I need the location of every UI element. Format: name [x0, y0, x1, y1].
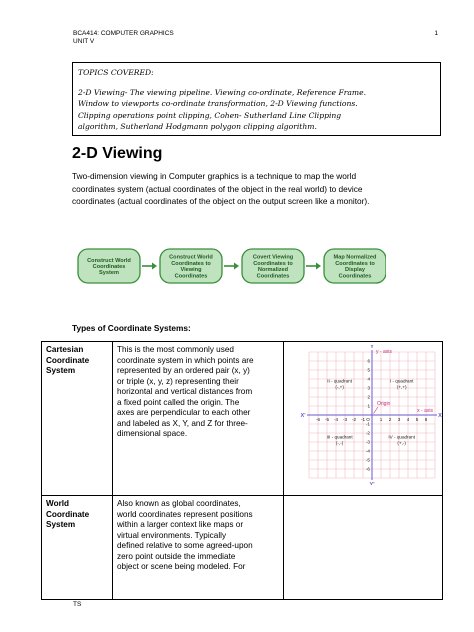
system-name-line: Coordinate [46, 355, 90, 365]
y-tick-label: -4 [365, 448, 370, 454]
quadrant-sign: (+,+) [396, 384, 407, 390]
footer-initials: TS [73, 601, 82, 608]
topics-title: TOPICS COVERED: [78, 68, 154, 77]
y-axis-label: y - axis [376, 349, 392, 355]
system-name-cell [42, 342, 113, 496]
description-line: a fixed point called the origin. The [117, 397, 240, 407]
quadrant-label: II - quadrant [327, 378, 352, 384]
section-heading: 2-D Viewing [72, 145, 163, 162]
description-line: world coordinates represent positions [117, 509, 253, 519]
description-line: within a larger context like maps or [117, 520, 244, 529]
description-line: virtual environments. Typically [117, 530, 227, 540]
quadrant-label: III - quadrant [326, 434, 353, 440]
intro-line: coordinates (actual coordinates of the object on the output screen like a monitor). [72, 196, 370, 207]
table-row [42, 496, 443, 600]
intro-paragraph [72, 170, 422, 208]
description-line: Also known as global coordinates, [117, 499, 241, 508]
course-title: BCA414: COMPUTER GRAPHICS [73, 30, 174, 37]
y-tick-label: -1 [365, 421, 370, 427]
quadrant-sign: (+,-) [397, 440, 406, 446]
cartesian-plane-figure [288, 345, 448, 485]
pipeline-step-label: Coordinates to [171, 260, 211, 267]
x-positive-end-label: X [438, 413, 442, 419]
pipeline-step-label: Covert Viewing [252, 254, 294, 261]
intro-line: Two-dimension viewing in Computer graphics is a technique to map the world [72, 171, 357, 181]
table-row [42, 342, 443, 496]
topics-line: algorithm, Sutherland Hodgmann polygon clipping algorithm. [78, 121, 317, 131]
system-description-cell [113, 342, 284, 496]
pipeline-step-label: Viewing [180, 267, 202, 274]
x-negative-end-label: X' [300, 413, 306, 419]
types-heading: Types of Coordinate Systems: [72, 323, 191, 333]
topics-box [72, 62, 441, 136]
x-tick-label: 6 [424, 417, 428, 422]
description-line: defined relative to some agreed-upon [117, 541, 253, 550]
system-name-line: World [46, 499, 70, 508]
system-name-cell [42, 496, 113, 600]
description-line: coordinate system in which points are [117, 355, 254, 365]
pipeline-arrow-head [152, 263, 157, 270]
description-line: axes are perpendicular to each other [117, 408, 251, 417]
illustration-cell [284, 342, 443, 496]
system-name-line: Coordinate [46, 509, 90, 519]
coordinate-systems-table [41, 341, 443, 600]
pipeline-step-label: Normalized [257, 267, 289, 274]
system-description-cell [113, 496, 284, 600]
x-tick-label: 3 [397, 417, 401, 422]
origin-pointer [374, 407, 379, 414]
topics-line: 2-D Viewing- The viewing pipeline. Viewing co-ordinate, Reference Frame. [78, 88, 366, 98]
description-line: object or scene being modeled. For [117, 562, 246, 571]
pipeline-step-label: Map Normalized [333, 254, 377, 261]
pipeline-step-label: Display [345, 267, 365, 274]
description-line: dimensional space. [117, 429, 188, 438]
x-tick-label: 1 [379, 417, 383, 422]
x-tick-label: -1 [360, 417, 366, 422]
quadrant-sign: (-,+) [335, 384, 344, 390]
y-tick-label: -5 [365, 457, 370, 463]
quadrant-sign: (-,-) [335, 440, 344, 446]
x-tick-label: -2 [351, 417, 357, 422]
system-name-line: Cartesian [46, 345, 84, 354]
pipeline-step-label: Coordinates [92, 264, 126, 270]
quadrant-label: I - quadrant [389, 378, 414, 384]
intro-line: coordinates system (actual coordinates of the object in the real world) to device [72, 183, 363, 194]
pipeline-step-label: Construct World [169, 254, 213, 261]
x-tick-label: 4 [406, 417, 410, 422]
x-tick-label: -6 [315, 417, 321, 422]
quadrant-label: IV - quadrant [388, 434, 415, 440]
origin-label: Origin [377, 401, 391, 407]
y-tick-label: 4 [367, 376, 370, 382]
system-name-line: System [46, 366, 76, 375]
y-tick-label: 1 [367, 403, 370, 409]
pipeline-step-label: Coordinates to [335, 260, 375, 267]
viewing-pipeline-diagram [76, 245, 386, 287]
pipeline-step-label: Construct World [87, 257, 131, 264]
y-tick-label: -3 [365, 439, 370, 445]
x-tick-label: -4 [333, 417, 339, 422]
y-tick-label: -6 [365, 466, 370, 472]
description-line: This is the most commonly used [117, 345, 234, 354]
pipeline-arrow-head [234, 263, 239, 270]
x-tick-label: O [366, 417, 370, 422]
y-tick-label: 5 [367, 367, 370, 373]
topics-line: Clipping operations point clipping, Cohen- Sutherland Line Clipping [78, 110, 342, 120]
pipeline-step-label: Coordinates [256, 273, 290, 280]
pipeline-step-label: System [99, 270, 119, 277]
x-axis-label: x - axis [417, 408, 433, 414]
y-tick-label: 3 [367, 385, 370, 391]
system-name-line: System [46, 520, 76, 529]
description-line: zero point outside the immediate [117, 551, 236, 561]
y-tick-label: 6 [367, 358, 370, 364]
page-number: 1 [434, 30, 438, 37]
pipeline-step-label: Coordinates to [253, 260, 293, 267]
x-tick-label: 5 [415, 417, 419, 422]
description-line: represented by an ordered pair (x, y) [117, 366, 250, 375]
unit-label: UNIT V [73, 38, 95, 45]
pipeline-step-label: Coordinates [338, 273, 372, 280]
topics-line: Window to viewports co-ordinate transformation, 2-D Viewing functions. [78, 99, 358, 109]
y-tick-label: -2 [365, 430, 370, 436]
y-positive-end-label: Y [370, 345, 374, 350]
x-tick-label: -3 [342, 417, 348, 422]
pipeline-step-label: Coordinates [174, 273, 208, 280]
x-tick-label: -5 [324, 417, 330, 422]
y-negative-end-label: Y' [369, 482, 375, 485]
x-tick-label: 2 [388, 417, 392, 422]
description-line: and labeled as X, Y, and Z for three- [117, 418, 248, 428]
y-tick-label: 2 [367, 394, 370, 400]
pipeline-arrow-head [316, 263, 321, 270]
empty-illustration-cell [284, 496, 443, 600]
description-line: or triple (x, y, z) representing their [117, 376, 239, 386]
description-line: horizontal and vertical distances from [117, 387, 253, 396]
